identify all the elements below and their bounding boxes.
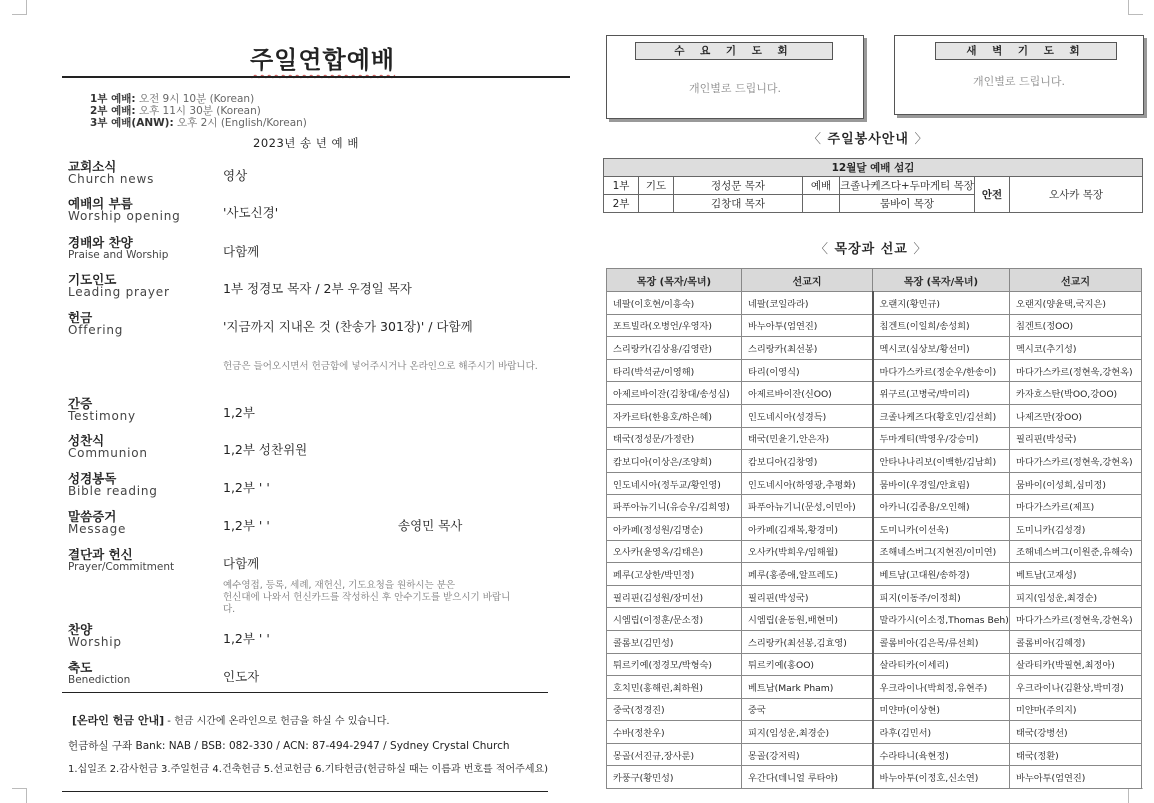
table-cell: 캄보디아(이상은/조양희) [607, 450, 742, 473]
service-table-title: 12월달 예배 섬김 [604, 159, 1143, 177]
table-cell: 아카페(김재복,황경미) [742, 517, 873, 540]
table-cell: 나제즈만(장OO) [1010, 404, 1142, 427]
table-cell: 침겐트(정OO) [1010, 314, 1142, 337]
service-subtitle: 2023년 송 년 예 배 [253, 136, 359, 150]
table-cell: 조해네스버그(지현진/이미연) [873, 540, 1010, 563]
table-cell: 태국(민윤기,안은자) [742, 427, 873, 450]
table-cell: 마다가스카르(제프) [1010, 495, 1142, 518]
table-cell: 도미니카(김성경) [1010, 517, 1142, 540]
table-cell: 안타나나리보(이백한/김남희) [873, 450, 1010, 473]
table-cell: 타리(박석균/이영해) [607, 359, 742, 382]
table-cell: 파푸아뉴기니(문성,이민아) [742, 495, 873, 518]
table-cell: 수바(정찬우) [607, 721, 742, 744]
table-row [607, 743, 1142, 766]
table-cell: 인도네시아(하영광,추평화) [742, 472, 873, 495]
table-cell: 필리핀(박성국) [742, 585, 873, 608]
service-table: 12월달 예배 섬김 1부 기도 정성문 목자 예배 크졸나케즈다+두마게티 목장 안전 오사카 목장 2부 김창대 목자 뭄바이 목장 [603, 158, 1143, 213]
table-cell: 크졸나케즈다(황호인/김선희) [873, 404, 1010, 427]
table-cell: 인도네시아(성경득) [742, 404, 873, 427]
table-row [607, 698, 1142, 721]
table-cell: 콜롬보(김민성) [607, 630, 742, 653]
table-cell: 위구르(고병국/박미리) [873, 382, 1010, 405]
table-cell: 오사카(윤영옥/김태은) [607, 540, 742, 563]
table-cell: 말라가시(이소정,Thomas Beh) [873, 608, 1010, 631]
table-row [607, 630, 1142, 653]
table-cell: 마다가스카르(정현욱,강현옥) [1010, 608, 1142, 631]
table-cell: 캄보디아(김창영) [742, 450, 873, 473]
table-cell: 스리랑카(최선봉) [742, 337, 873, 360]
title-divider [62, 76, 570, 78]
table-cell: 조해네스버그(이원준,유해숙) [1010, 540, 1142, 563]
page-corner-bottom-right [1128, 788, 1143, 803]
table-cell: 아카페(정성원/김명순) [607, 517, 742, 540]
dawn-prayer-title: 새 벽 기 도 회 [935, 42, 1117, 60]
dawn-prayer-body: 개인별로 드립니다. [972, 75, 1065, 88]
mission-table: 목장 (목자/목녀) 선교지 목장 (목자/목녀) 선교지 네팔(이호현/이흥숙) 네팔(코일라라) 오랜지(황민규) 오랜지(양윤택,국지은) 포트빌라(오병언/우영자) 바누아투(엄연진) 침겐트(이일희/송성희) 침겐트(정OO) 스리랑카(김상용/김영란) 스리랑카(최선봉) 멕시코(심상보/황선미) 멕시코(추기성) 타리(박석균/이영해) 타리(이영식) 마다가스카르(정순우/한송이) 마다가스카르(정현욱,강현옥) 아제르바이잔(김창대/송성심) 아제르바이잔(신OO) 위구르(고병국/박미리) 카자흐스탄(박OO,강OO) 자카르타(한용호/하은혜) 인도네시아(성경득) 크졸나케즈다(황호인/김선희) 나제즈만(장OO) 태국(정성문/가정란) 태국(민윤기,안은자) 두마게티(박영우/강승미) 필리핀(박성국) 캄보디아(이상은/조양희) 캄보디아(김창영) 안타나나리보(이백한/김남희) 마다가스카르(정현욱,강현옥) 인도네시아(정두교/황인영) 인도네시아(하영광,추평화) 뭄바이(우경일/안효림) 뭄바이(이성희,심미정) 파푸아뉴기니(유승우/김희영) 파푸아뉴기니(문성,이민아) 아카니(김종용/오인해) 마다가스카르(제프) 아카페(정성원/김명순) 아카페(김재복,황경미) 도미니카(이선욱) 도미니카(김성경) 오사카(윤영옥/김태은) 오사카(박희우/임해월) 조해네스버그(지현진/이미연) 조해네스버그(이원준,유해숙) 페루(고상한/박민정) 페루(홍종애,알프레도) 베트남(고대원/송하경) 베트남(고재성) 필리핀(김성원/장미선) 필리핀(박성국) 피지(이동주/이정희) 피지(임성운,최경순) 시엠립(이정훈/문소정) 시엠립(윤동원,배현미) 말라가시(이소정,Thomas Beh) 마다가스카르(정현욱,강현옥) 콜롬보(김민성) 스리랑카(최선봉,김효영) 콜롬비아(김은목/류선희) 콜롬비아(김혜정) 튀르키예(정경모/박형숙) 튀르키예(홍OO) 살라티카(이세리) 살라티카(박필현,최정아) 호치민(홍해린,최하원) 베트남(Mark Pham) 우크라이나(박희정,유현주) 우크라이나(김환상,박미경) 중국(정경진) 중국 미얀마(이상현) 미얀마(주의지) 수바(정찬우) 피지(임성운,최경순) 라후(김민서) 태국(강병선) 몽골(서진규,장사룬) 몽골(강저릭) 수라타니(육현정) 태국(정환) 카풍구(황민성) 우간다(데니얼 루타야) 바누아투(이정호,신소연) 바누아투(엄연진) [606, 268, 1142, 789]
table-cell: 뭄바이(우경일/안효림) [873, 472, 1010, 495]
table-cell: 바누아투(엄연진) [1010, 766, 1142, 789]
table-cell: 페루(고상한/박민정) [607, 563, 742, 586]
table-cell: 네팔(코일라라) [742, 292, 873, 315]
divider-top [62, 692, 548, 693]
table-cell: 살라티카(이세리) [873, 653, 1010, 676]
table-cell: 중국(정경진) [607, 698, 742, 721]
divider-bottom [62, 791, 548, 792]
table-row [607, 337, 1142, 360]
bank-info: 헌금하실 구좌 Bank: NAB / BSB: 082-330 / ACN: 87-494-2947 / Sydney Crystal Church [68, 740, 510, 752]
table-cell: 시엠립(이정훈/문소정) [607, 608, 742, 631]
online-offering: [온라인 헌금 안내] - 헌금 시간에 온라인으로 헌금을 하실 수 있습니다. [72, 714, 390, 727]
dawn-prayer-box [894, 35, 1144, 115]
table-cell: 콜롬비아(김혜정) [1010, 630, 1142, 653]
table-row [607, 382, 1142, 405]
table-row [607, 359, 1142, 382]
table-cell: 멕시코(심상보/황선미) [873, 337, 1010, 360]
table-cell: 필리핀(박성국) [1010, 427, 1142, 450]
table-row [607, 721, 1142, 744]
table-cell: 페루(홍종애,알프레도) [742, 563, 873, 586]
table-cell: 피지(임성운,최경순) [742, 721, 873, 744]
table-cell: 미얀마(주의지) [1010, 698, 1142, 721]
table-cell: 아제르바이잔(신OO) [742, 382, 873, 405]
wednesday-prayer-title: 수 요 기 도 회 [635, 42, 833, 60]
table-cell: 카풍구(황민성) [607, 766, 742, 789]
table-cell: 튀르키예(정경모/박형숙) [607, 653, 742, 676]
table-cell: 바누아투(엄연진) [742, 314, 873, 337]
table-cell: 두마게티(박영우/강승미) [873, 427, 1010, 450]
table-cell: 아카니(김종용/오인해) [873, 495, 1010, 518]
table-cell: 중국 [742, 698, 873, 721]
table-cell: 태국(강병선) [1010, 721, 1142, 744]
table-cell: 피지(이동주/이정희) [873, 585, 1010, 608]
table-row [607, 653, 1142, 676]
table-cell: 라후(김민서) [873, 721, 1010, 744]
table-cell: 침겐트(이일희/송성희) [873, 314, 1010, 337]
table-cell: 살라티카(박필현,최정아) [1010, 653, 1142, 676]
table-cell: 우크라이나(박희정,유현주) [873, 676, 1010, 699]
table-cell: 마다가스카르(정현욱,강현옥) [1010, 359, 1142, 382]
table-cell: 멕시코(추기성) [1010, 337, 1142, 360]
table-cell: 오사카(박희우/임해월) [742, 540, 873, 563]
page-corner-top-left [12, 0, 27, 15]
table-cell: 태국(정성문/가정란) [607, 427, 742, 450]
page-corner-top-right [1128, 0, 1143, 15]
table-cell: 베트남(Mark Pham) [742, 676, 873, 699]
table-cell: 우크라이나(김환상,박미경) [1010, 676, 1142, 699]
table-cell: 몽골(서진규,장사룬) [607, 743, 742, 766]
table-cell: 바누아투(이정호,신소연) [873, 766, 1010, 789]
table-cell: 오랜지(황민규) [873, 292, 1010, 315]
page-title: 주일연합예배 [250, 46, 396, 74]
mission-section-title: 〈 목장과 선교 〉 [815, 242, 928, 257]
table-row [607, 404, 1142, 427]
table-cell: 자카르타(한용호/하은혜) [607, 404, 742, 427]
table-cell: 스리랑카(김상용/김영란) [607, 337, 742, 360]
table-cell: 튀르키예(홍OO) [742, 653, 873, 676]
table-row [607, 292, 1142, 315]
table-cell: 몽골(강저릭) [742, 743, 873, 766]
table-cell: 아제르바이잔(김창대/송성심) [607, 382, 742, 405]
table-row [607, 563, 1142, 586]
table-row [607, 450, 1142, 473]
table-cell: 시엠립(윤동원,배현미) [742, 608, 873, 631]
table-cell: 타리(이영식) [742, 359, 873, 382]
table-row [607, 608, 1142, 631]
table-cell: 우간다(데니얼 루타야) [742, 766, 873, 789]
table-cell: 콜롬비아(김은목/류선희) [873, 630, 1010, 653]
table-cell: 미얀마(이상현) [873, 698, 1010, 721]
table-cell: 네팔(이호현/이흥숙) [607, 292, 742, 315]
table-cell: 마다가스카르(정현욱,강현옥) [1010, 450, 1142, 473]
table-row [607, 585, 1142, 608]
table-row [607, 314, 1142, 337]
page-corner-bottom-left [12, 788, 27, 803]
table-cell: 스리랑카(최선봉,김효영) [742, 630, 873, 653]
table-row [607, 495, 1142, 518]
table-cell: 태국(정환) [1010, 743, 1142, 766]
table-row [607, 540, 1142, 563]
table-cell: 필리핀(김성원/장미선) [607, 585, 742, 608]
commitment-note: 예수영접, 등록, 세례, 재헌신, 기도요청을 원하시는 분은 헌신대에 나와서 헌신카드를 작성하신 후 안수기도를 받으시기 바랍니 다. [223, 580, 511, 615]
offering-types: 1.십일조 2.감사헌금 3.주일헌금 4.건축헌금 5.선교헌금 6.기타헌금(헌금하실 때는 이름과 번호를 적어주세요) [68, 764, 549, 775]
table-cell: 호치민(홍해린,최하원) [607, 676, 742, 699]
table-cell: 파푸아뉴기니(유승우/김희영) [607, 495, 742, 518]
table-cell: 포트빌라(오병언/우영자) [607, 314, 742, 337]
table-cell: 인도네시아(정두교/황인영) [607, 472, 742, 495]
wednesday-prayer-box [606, 35, 864, 119]
table-cell: 마다가스카르(정순우/한송이) [873, 359, 1010, 382]
table-row [607, 766, 1142, 789]
table-cell: 뭄바이(이성희,심미정) [1010, 472, 1142, 495]
table-cell: 베트남(고재성) [1010, 563, 1142, 586]
table-row [607, 427, 1142, 450]
table-row [607, 517, 1142, 540]
table-row [607, 676, 1142, 699]
service-times: 1부 예배: 오전 9시 10분 (Korean) 2부 예배: 오후 11시 30분 (Korean) 3부 예배(ANW): 오후 2시 (English/Korean) [90, 93, 307, 129]
table-cell: 베트남(고대원/송하경) [873, 563, 1010, 586]
preacher: 송영민 목사 [398, 518, 463, 533]
wednesday-prayer-body: 개인별로 드립니다. [688, 82, 781, 95]
table-cell: 카자흐스탄(박OO,강OO) [1010, 382, 1142, 405]
offering-note: 헌금은 들어오시면서 헌금함에 넣어주시거나 온라인으로 해주시기 바랍니다. [223, 361, 538, 372]
table-cell: 수라타니(육현정) [873, 743, 1010, 766]
table-row [607, 472, 1142, 495]
table-cell: 오랜지(양윤택,국지은) [1010, 292, 1142, 315]
table-cell: 피지(임성운,최경순) [1010, 585, 1142, 608]
table-cell: 도미니카(이선욱) [873, 517, 1010, 540]
service-section-title: 〈 주일봉사안내 〉 [808, 132, 929, 147]
